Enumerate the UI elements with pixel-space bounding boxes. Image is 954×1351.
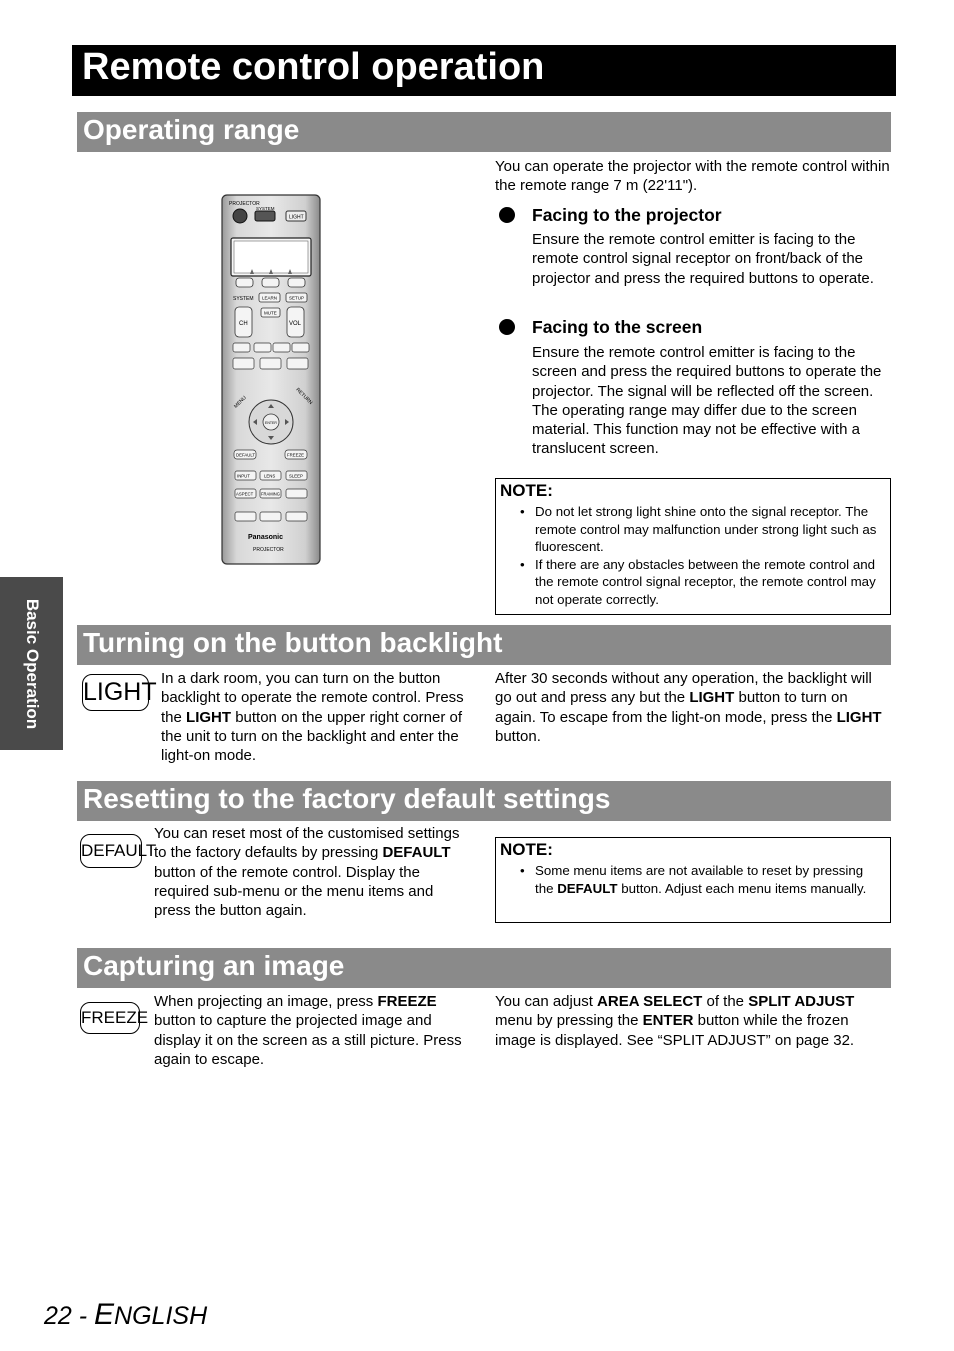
note-list <box>520 503 884 608</box>
svg-text:FREEZE: FREEZE <box>287 452 304 458</box>
note-box-reset <box>495 837 891 923</box>
remote-light-text: LIGHT <box>289 214 304 221</box>
remote-system-label: SYSTEM <box>256 206 275 211</box>
bullet-body-projector: Ensure the remote control emitter is facing to the remote control signal receptor on front/back of the projector and press the required buttons to operate. <box>532 231 874 287</box>
svg-text:ENTER: ENTER <box>265 421 277 425</box>
page-footer: 22 - ENGLISH <box>44 1298 208 1331</box>
note-item: • Some menu items are not available to reset by pressing the DEFAULT button. Adjust each menu items manually. <box>520 862 884 897</box>
backlight-left-text: In a dark room, you can turn on the button backlight to operate the remote control. Press the LIGHT button on the upper right corner of the unit to turn on the backlight and enter the light-on mode. <box>161 670 464 765</box>
svg-text:DEFAULT: DEFAULT <box>236 452 256 458</box>
bullet-dot-icon <box>499 207 515 223</box>
light-key-icon: LIGHT <box>82 674 149 711</box>
default-key-icon: DEFAULT <box>80 834 142 868</box>
svg-text:ASPECT: ASPECT <box>236 491 254 497</box>
reset-text: You can reset most of the customised settings to the factory defaults by pressing DEFAULT button of the remote control. Display the required sub-menu or the menu items and press the button again. <box>154 825 460 920</box>
side-tab-label: Basic Operation <box>22 598 42 729</box>
svg-text:SETUP: SETUP <box>289 295 305 301</box>
capture-right-text: You can adjust AREA SELECT of the SPLIT ADJUST menu by pressing the ENTER button while the frozen image is displayed. See “SPLIT ADJUST” on page 32. <box>495 993 855 1049</box>
note-item: • Do not let strong light shine onto the signal receptor. The remote control may malfunction under strong light such as fluorescent. <box>520 503 884 556</box>
page-number: 22 <box>44 1302 72 1330</box>
svg-text:INPUT: INPUT <box>237 473 250 479</box>
note-box-operating-range <box>495 478 891 615</box>
freeze-key-icon: FREEZE <box>80 1002 140 1034</box>
backlight-right-text: After 30 seconds without any operation, the backlight will go out and press any but the LIGHT button to turn on again. To escape from the light-on mode, press the LIGHT button. <box>495 670 882 745</box>
remote-model: PROJECTOR <box>253 547 284 553</box>
section-title-reset: Resetting to the factory default settings <box>77 781 891 821</box>
side-tab <box>0 577 63 750</box>
note-title: NOTE: <box>500 840 553 859</box>
note-list <box>520 862 884 897</box>
svg-text:RETURN: RETURN <box>294 386 314 406</box>
bullet-title-projector: Facing to the projector <box>532 205 722 225</box>
remote-power-button <box>233 209 247 223</box>
remote-system-button <box>255 211 275 221</box>
svg-text:MENU: MENU <box>233 394 248 410</box>
operating-range-intro: You can operate the projector with the remote control within the remote range 7 m (22'11"). <box>495 158 890 195</box>
svg-text:LENS: LENS <box>264 473 276 479</box>
svg-text:CH: CH <box>239 321 248 327</box>
svg-text:VOL: VOL <box>289 321 302 327</box>
remote-system-row: SYSTEM <box>233 296 254 302</box>
section-title-operating-range: Operating range <box>77 112 891 152</box>
svg-text:LEARN: LEARN <box>262 295 278 301</box>
bullet-body-screen: Ensure the remote control emitter is facing to the screen and press the required buttons to operate the projector. The signal will be reflected off the screen. The operating range may differ due to the screen material. This function may not be effective with a translucent screen. <box>532 344 882 458</box>
section-title-capture: Capturing an image <box>77 948 891 988</box>
bullet-dot-icon <box>499 319 515 335</box>
page-title: Remote control operation <box>72 45 896 96</box>
svg-text:SLEEP: SLEEP <box>289 473 303 479</box>
remote-top-label: PROJECTOR <box>229 201 260 207</box>
remote-control-illustration <box>220 194 322 566</box>
svg-text:MUTE: MUTE <box>264 310 277 316</box>
section-title-backlight: Turning on the button backlight <box>77 625 891 665</box>
note-item: • If there are any obstacles between the remote control and the remote control signal receptor, the remote control may not operate correctly. <box>520 556 884 609</box>
note-title: NOTE: <box>500 481 553 500</box>
capture-left-text: When projecting an image, press FREEZE button to capture the projected image and display it on the screen as a still picture. Press again to escape. <box>154 993 462 1068</box>
svg-text:FRAMING: FRAMING <box>261 491 280 497</box>
remote-brand: Panasonic <box>248 534 284 541</box>
bullet-title-screen: Facing to the screen <box>532 317 703 337</box>
